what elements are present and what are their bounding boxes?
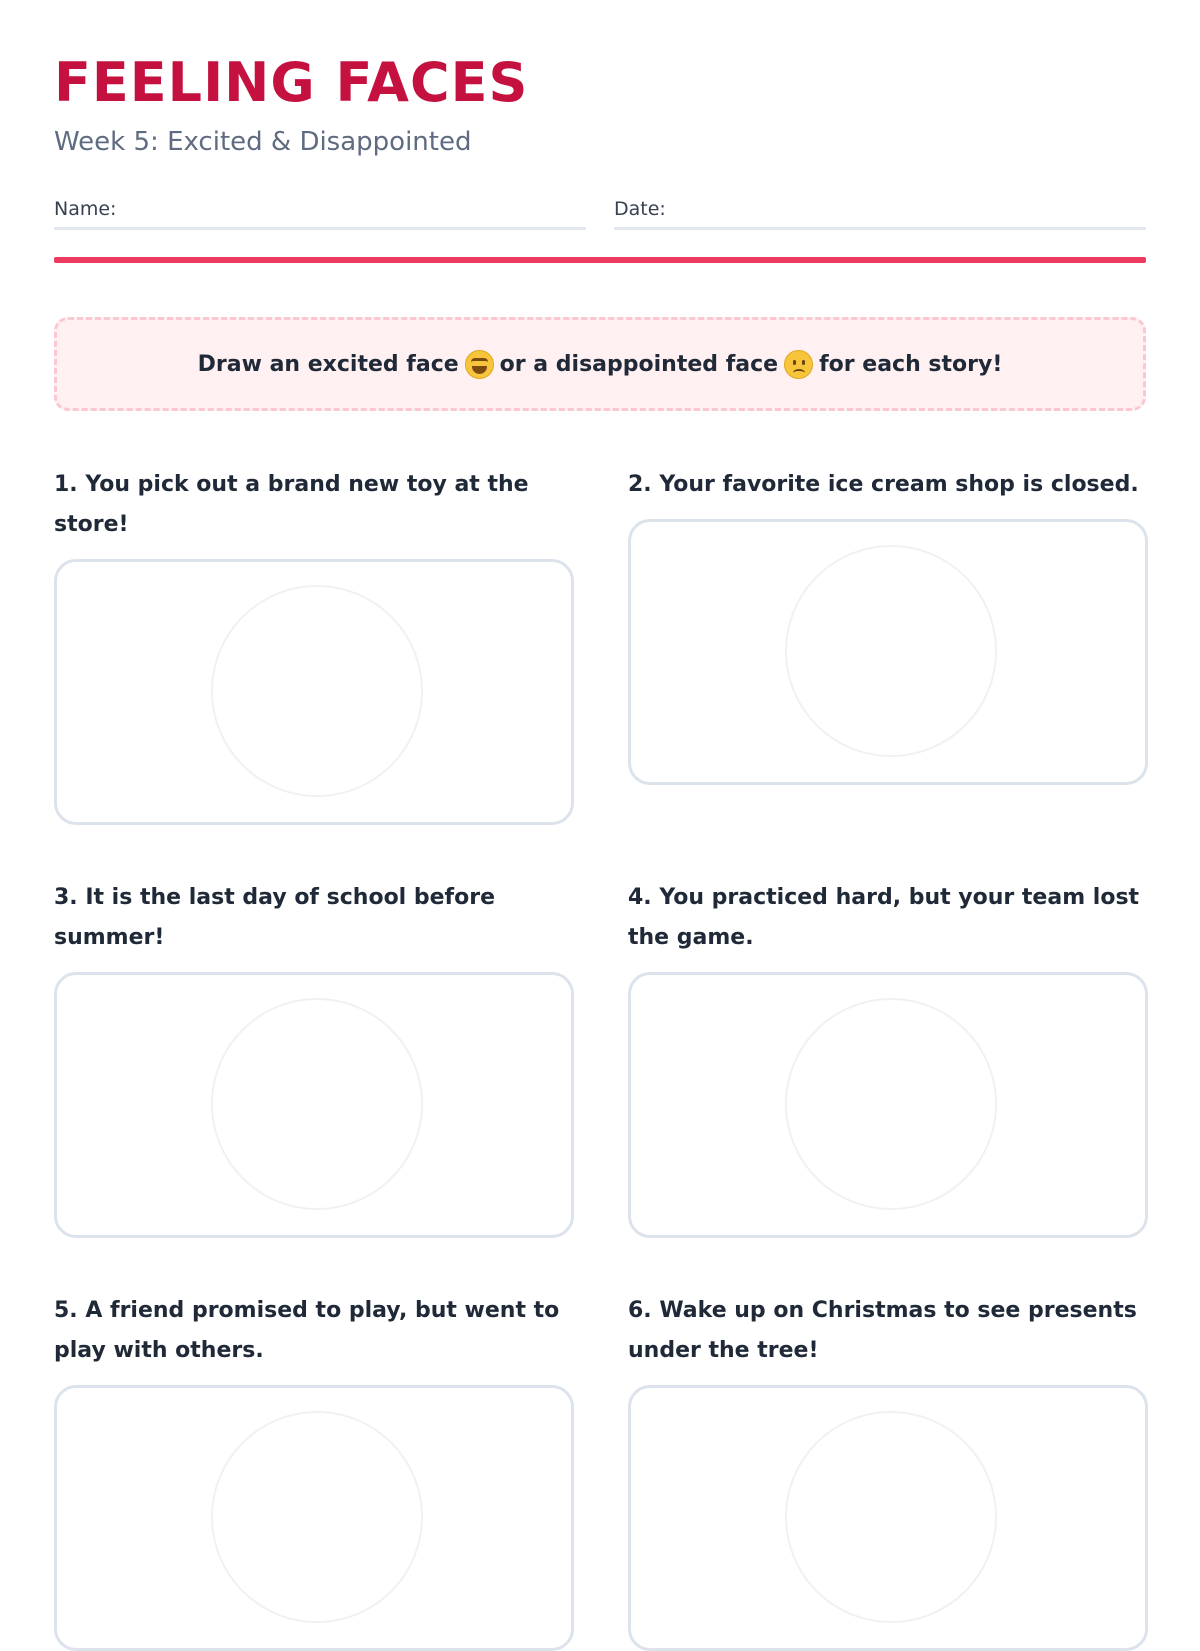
face-guide-circle: [785, 545, 997, 757]
face-guide-circle: [785, 1411, 997, 1623]
story-prompt: 1. You pick out a brand new toy at the store!: [54, 472, 529, 537]
story-4: [628, 878, 1148, 958]
worksheet: [54, 0, 1146, 1600]
instructions-text-part3: for each story!: [819, 351, 1003, 377]
story-2: [628, 465, 1148, 505]
drawing-box[interactable]: [54, 559, 574, 825]
story-prompt: 6. Wake up on Christmas to see presents under the tree!: [628, 1298, 1137, 1363]
date-label: Date:: [614, 198, 666, 220]
name-label: Name:: [54, 198, 117, 220]
story-6: [628, 1291, 1148, 1371]
header-divider: [54, 257, 1146, 263]
instructions-text-part2: or a disappointed face: [499, 351, 779, 377]
drawing-box[interactable]: [54, 972, 574, 1238]
face-guide-circle: [211, 998, 423, 1210]
story-prompt: 4. You practiced hard, but your team lost the game.: [628, 885, 1140, 950]
drawing-box[interactable]: [628, 519, 1148, 785]
instructions-text-part1: Draw an excited face: [197, 351, 459, 377]
story-3: [54, 878, 574, 958]
drawing-box[interactable]: [628, 1385, 1148, 1651]
drawing-box[interactable]: [54, 1385, 574, 1651]
worksheet-title: FEELING FACES: [54, 51, 529, 114]
face-guide-circle: [211, 1411, 423, 1623]
disappointed-face-icon: [784, 350, 813, 379]
story-5: [54, 1291, 574, 1371]
story-prompt: 3. It is the last day of school before summer!: [54, 885, 496, 950]
face-guide-circle: [785, 998, 997, 1210]
date-field[interactable]: [614, 194, 1146, 230]
story-prompt: 2. Your favorite ice cream shop is closed.: [628, 472, 1139, 497]
drawing-box[interactable]: [628, 972, 1148, 1238]
instructions-banner: [54, 317, 1146, 411]
story-1: [54, 465, 574, 545]
worksheet-subtitle: Week 5: Excited & Disappointed: [54, 127, 472, 157]
excited-face-icon: [465, 350, 494, 379]
name-field[interactable]: [54, 194, 586, 230]
face-guide-circle: [211, 585, 423, 797]
story-prompt: 5. A friend promised to play, but went to play with others.: [54, 1298, 560, 1363]
